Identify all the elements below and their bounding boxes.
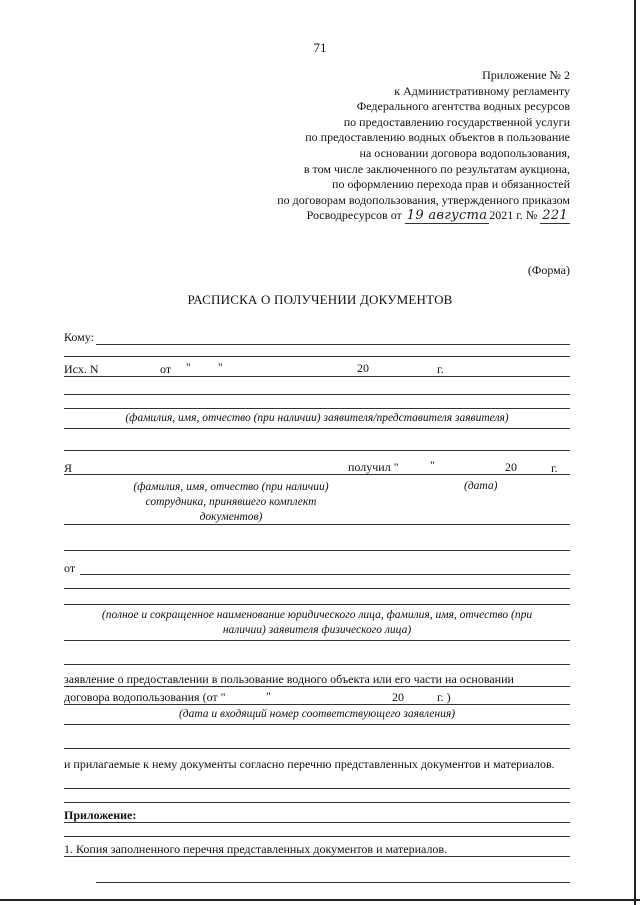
attachment-line: на основании договора водопользования, [359,145,570,160]
outgoing-label: Исх. N [64,362,99,376]
page-number: 71 [313,40,327,55]
org-caption [64,608,570,638]
org-caption-line: наличии) заявителя физического лица) [222,624,412,636]
fill-line [64,550,570,551]
attachment-line: по предоставлению водных объектов в пользование [305,130,570,145]
fill-line [64,686,570,687]
contract-year-suffix: г. ) [437,690,451,704]
year-suffix: г. [437,362,444,376]
order-prefix: Росводресурсов от [306,208,402,223]
attachment-line: Приложение № 2 [482,68,570,82]
received-fill-line [64,474,570,475]
date-quote-open: " [186,360,191,374]
received-year-suffix: г. [551,461,558,475]
date-quote-close: " [218,360,223,374]
attachment-header [190,68,570,224]
page-edge-right [634,0,636,905]
fill-line [64,588,570,589]
fill-line [64,524,570,525]
fill-line [64,836,570,837]
received-year-prefix: 20 [505,460,517,474]
order-number-handwritten: 221 [542,208,568,224]
year-prefix: 20 [357,361,369,375]
order-date-handwritten: 19 августа [406,208,488,224]
fill-line [64,802,570,803]
fill-line [64,748,570,749]
fill-line [64,724,570,725]
order-year: 2021 г. № [489,208,538,223]
org-caption-line: (полное и сокращенное наименование юридического лица, фамилия, имя, отчество (при [101,609,533,621]
fill-line [64,788,570,789]
order-line [190,208,570,224]
attachment-line: Федерального агентства водных ресурсов [356,99,570,114]
from2-fill-line [80,574,570,575]
fill-line [64,664,570,665]
employee-caption-line: документов) [199,511,263,523]
appendix-item: 1. Копия заполненного перечня представленных документов и материалов. [64,842,448,856]
applicant-caption: (фамилия, имя, отчество (при наличии) заявителя/представителя заявителя) [125,412,509,424]
contract-fill-line [64,704,570,705]
from-label: от [160,362,172,376]
fill-line [64,604,570,605]
date-caption: (дата) [464,480,498,492]
attachment-line: по договорам водопользования, утвержденного приказом [277,192,570,207]
document-title: РАСПИСКА О ПОЛУЧЕНИИ ДОКУМЕНТОВ [187,292,453,307]
attachment-line: к Административному регламенту [394,83,570,98]
attachment-line: в том числе заключенного по результатам аукциона, [303,161,570,176]
attached-text: и прилагаемые к нему документы согласно перечню представленных документов и материалов. [64,757,555,771]
form-label: (Форма) [527,263,570,277]
to-label: Кому: [64,330,94,344]
fill-line [64,822,570,823]
attachment-line: по предоставлению государственной услуги [343,114,570,129]
appendix-label: Приложение: [64,808,137,822]
outgoing-fill-line [64,376,570,377]
contract-quote-close: " [266,689,271,703]
fill-line [64,356,570,357]
i-label: Я [64,461,73,475]
received-label: получил " [348,460,399,474]
received-quote-close: " [430,458,435,472]
employee-caption [100,480,362,525]
employee-caption-line: сотрудника, принявшего комплект [145,496,317,508]
fill-line [64,408,570,409]
page-edge-bottom [0,899,640,901]
to-fill-line [96,344,570,345]
contract-caption: (дата и входящий номер соответствующего заявления) [178,708,456,720]
contract-prefix: договора водопользования (от " [64,690,226,704]
attachment-line: по оформлению перехода прав и обязанностей [332,177,570,192]
application-line: заявление о предоставлении в пользование водного объекта или его части на основании [64,672,514,686]
fill-line [64,856,570,857]
fill-line [64,450,570,451]
fill-line [64,428,570,429]
employee-caption-line: (фамилия, имя, отчество (при наличии) [133,481,329,493]
fill-line [96,882,570,883]
fill-line [64,394,570,395]
fill-line [64,640,570,641]
from2-label: от [64,561,76,575]
contract-year-prefix: 20 [392,690,404,704]
